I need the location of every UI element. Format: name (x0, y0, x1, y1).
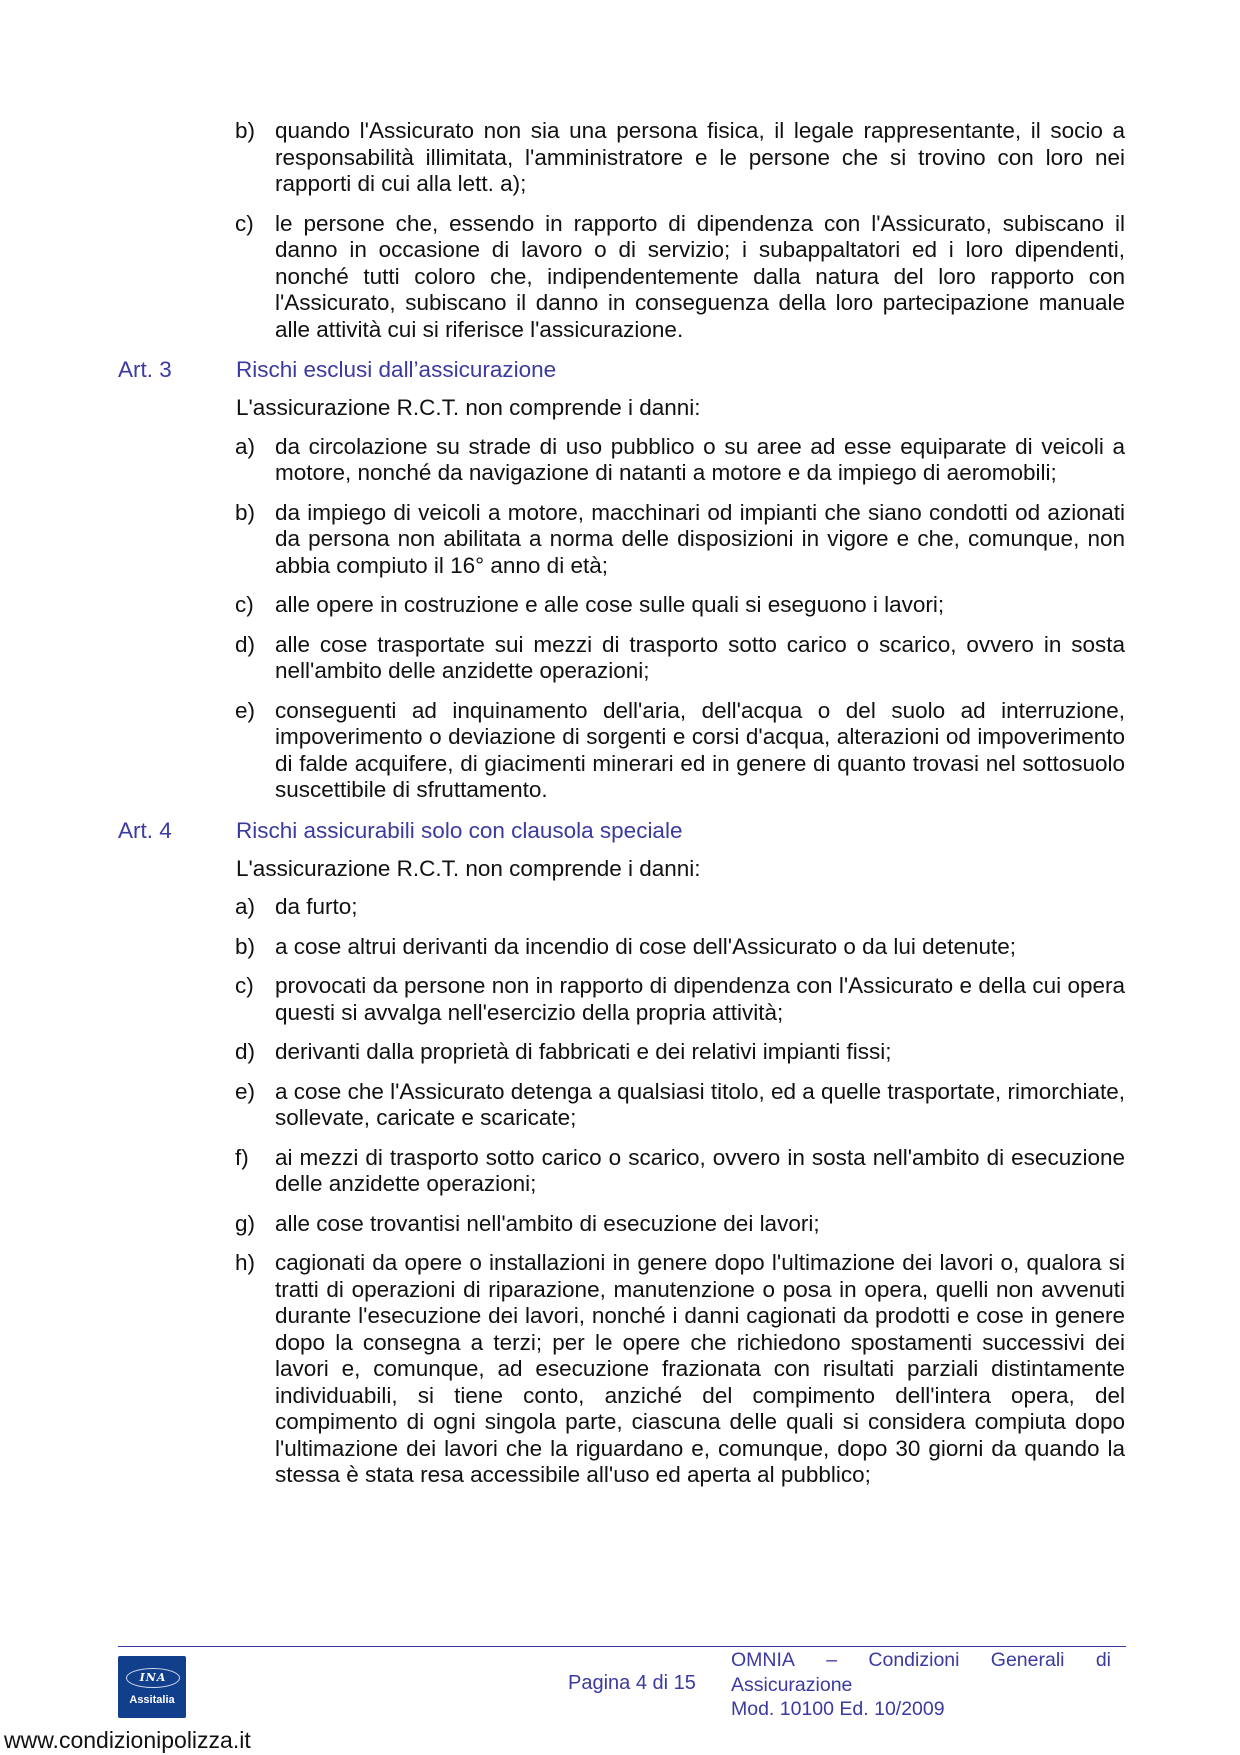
page-number: Pagina 4 di 15 (568, 1672, 696, 1694)
item-label: c) (235, 210, 254, 236)
article-heading (0, 818, 1240, 848)
item-label: d) (235, 1039, 256, 1064)
article-items (0, 434, 1240, 804)
item-text: ai mezzi di trasporto sotto carico o scarico, ovvero in sosta nell'ambito di esecuzione delle anzidette operazioni; (275, 1144, 1125, 1196)
item-label: b) (235, 499, 256, 525)
list-item (235, 1250, 1125, 1489)
list-item (235, 894, 1125, 921)
website-watermark: www.condizionipolizza.it (4, 1727, 251, 1753)
doc-ref-word: OMNIA (731, 1649, 795, 1671)
list-item (235, 933, 1125, 961)
doc-ref-word: – (826, 1649, 838, 1671)
continuation-list (0, 118, 1240, 343)
document-body (0, 118, 1240, 1502)
item-text: da impiego di veicoli a motore, macchinari od impianti che siano condotti od azionati da persona non abilitata a norma delle disposizioni in vigore e che, comunque, non abbia compiuto il 16° anno di età; (275, 499, 1125, 578)
article-number: Art. 4 (118, 817, 172, 843)
list-item (235, 1210, 1125, 1238)
article-items (0, 894, 1240, 1489)
article-number: Art. 3 (118, 357, 172, 382)
item-text: alle cose trovantisi nell'ambito di esecuzione dei lavori; (275, 1210, 820, 1236)
list-item (235, 433, 1125, 487)
item-text: provocati da persone non in rapporto di dipendenza con l'Assicurato e della cui opera questi si avvalga nell'esercizio della propria attività; (275, 973, 1125, 1025)
item-text: da furto; (275, 894, 358, 919)
item-label: b) (235, 933, 256, 959)
article-heading (0, 357, 1240, 387)
article-4 (0, 818, 1240, 1489)
article-title: Rischi assicurabili solo con clausola speciale (236, 817, 683, 843)
list-item (235, 499, 1125, 580)
footer-divider (118, 1646, 1126, 1647)
list-item (235, 592, 1125, 619)
item-label: f) (235, 1144, 249, 1170)
item-text: alle cose trasportate sui mezzi di trasporto sotto carico o scarico, ovvero in sosta nell'ambito delle anzidette operazioni; (275, 631, 1125, 683)
item-label: c) (235, 592, 254, 617)
list-item (235, 697, 1125, 804)
ina-assitalia-logo (118, 1656, 186, 1718)
article-intro: L'assicurazione R.C.T. non comprende i danni: (236, 395, 701, 420)
item-text: da circolazione su strade di uso pubblico o su aree ad esse equiparate di veicoli a motore, nonché da navigazione di natanti a motore e da impiego di aeromobili; (275, 433, 1125, 485)
doc-ref-word: di (1095, 1649, 1111, 1671)
doc-ref-word: Condizioni (868, 1649, 960, 1671)
item-label: h) (235, 1250, 256, 1275)
article-title: Rischi esclusi dall’assicurazione (236, 357, 557, 382)
item-label: a) (235, 433, 256, 459)
list-item (235, 631, 1125, 685)
document-reference (731, 1648, 1111, 1722)
item-label: g) (235, 1210, 256, 1236)
article-intro: L'assicurazione R.C.T. non comprende i danni: (236, 855, 701, 881)
list-item (235, 973, 1125, 1026)
doc-ref-word: Generali (990, 1649, 1065, 1671)
doc-ref-line-3: Mod. 10100 Ed. 10/2009 (731, 1698, 945, 1720)
item-text: cagionati da opere o installazioni in genere dopo l'ultimazione dei lavori o, qualora si tratti di operazioni di riparazione, manutenzione o posa in opera, quelli non avvenuti durante l'esecuzione dei lavori, nonché i danni cagionati da prodotti e cose in genere dopo la consegna a terzi; per le opere che richiedono spostamenti successivi dei lavori e, comunque, ad esecuzione frazionata con risultati parziali distintamente individuabili, si tiene conto, anziché del compimento dell'intera opera, del compimento di ogni singola parte, ciascuna delle quali si considera compiuta dopo l'ultimazione dei lavori che la riguardano e, comunque, dopo 30 giorni da quando la stessa è stata resa accessibile all'uso ed aperta al pubblico; (275, 1250, 1125, 1487)
list-item (235, 210, 1125, 344)
logo-text: Assitalia (129, 1694, 175, 1706)
logo-mark: INA (126, 1668, 180, 1688)
item-text: derivanti dalla proprietà di fabbricati e dei relativi impianti fissi; (275, 1039, 892, 1064)
item-label: e) (235, 697, 256, 723)
item-text: le persone che, essendo in rapporto di dipendenza con l'Assicurato, subiscano il danno in occasione di lavoro o di servizio; i subappaltatori ed i loro dipendenti, nonché tutti coloro che, indipendentemente dalla natura del loro rapporto con l'Assicurato, subiscano il danno in conseguenza della loro partecipazione manuale alle attività cui si riferisce l'assicurazione. (275, 210, 1125, 342)
doc-ref-line-1 (731, 1648, 1111, 1673)
doc-ref-line-2: Assicurazione (731, 1673, 853, 1696)
item-label: b) (235, 118, 256, 143)
item-text: a cose altrui derivanti da incendio di cose dell'Assicurato o da lui detenute; (275, 933, 1016, 959)
item-label: e) (235, 1078, 256, 1104)
item-text: a cose che l'Assicurato detenga a qualsiasi titolo, ed a quelle trasportate, rimorchiate, sollevate, caricate e scaricate; (275, 1078, 1125, 1130)
article-3 (0, 357, 1240, 804)
item-label: a) (235, 894, 256, 919)
list-item (235, 1144, 1125, 1198)
item-label: c) (235, 973, 254, 998)
item-text: alle opere in costruzione e alle cose sulle quali si eseguono i lavori; (275, 592, 945, 617)
item-text: conseguenti ad inquinamento dell'aria, dell'acqua o del suolo ad interruzione, impoverimento o deviazione di sorgenti e corsi d'acqua, alterazioni od impoverimento di falde acquifere, di giacimenti minerari ed in genere di quanto trovasi nel sottosuolo suscettibile di sfruttamento. (275, 697, 1125, 802)
item-label: d) (235, 631, 256, 657)
list-item (235, 1078, 1125, 1132)
list-item (235, 118, 1125, 198)
item-text: quando l'Assicurato non sia una persona fisica, il legale rappresentante, il socio a responsabilità illimitata, l'amministratore e le persone che si trovino con loro nei rapporti di cui alla lett. a); (275, 118, 1125, 196)
list-item (235, 1039, 1125, 1066)
